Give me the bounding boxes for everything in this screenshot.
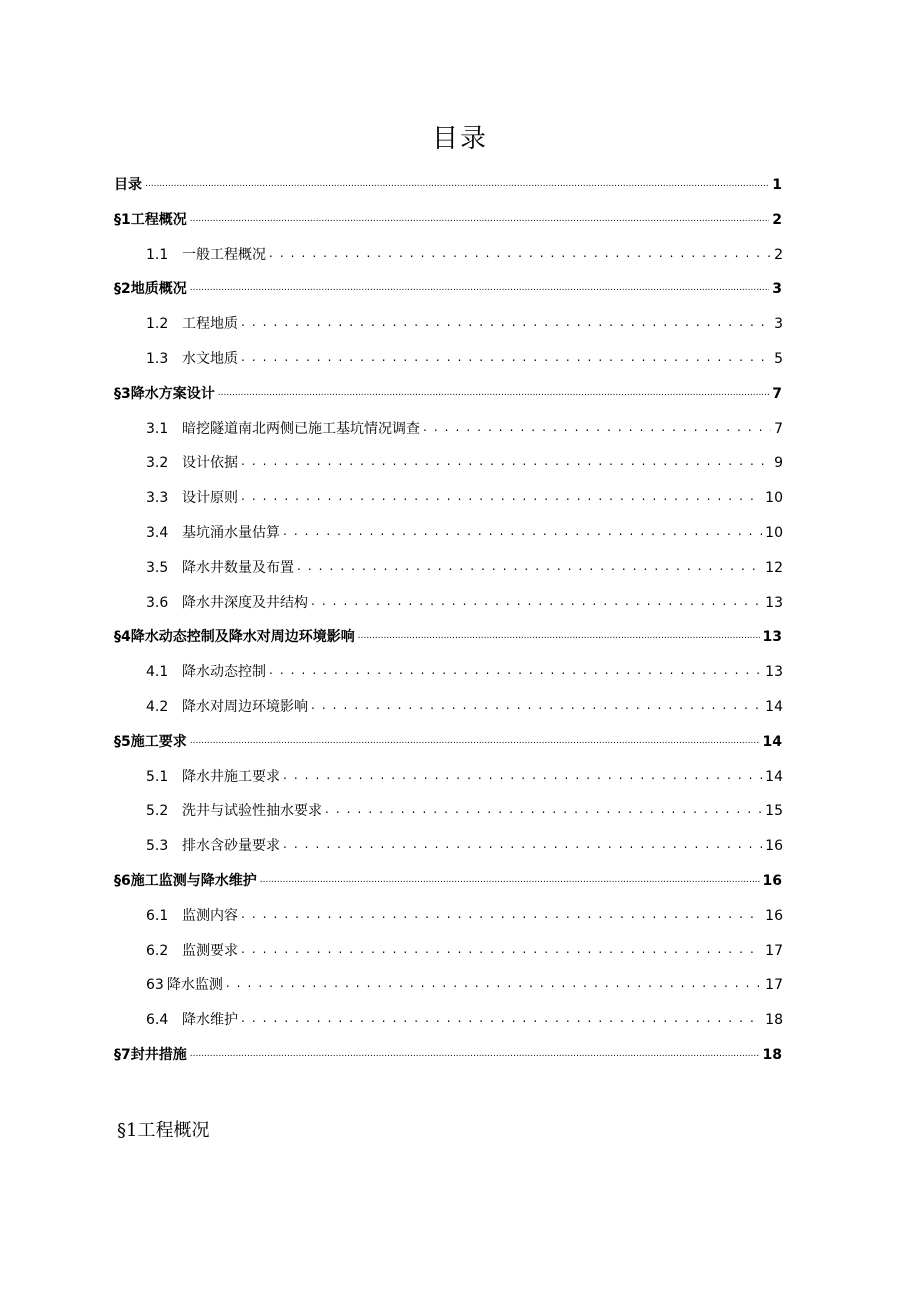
toc-entry-label: 洗井与试验性抽水要求 (182, 803, 322, 820)
toc-page-number: 14 (765, 699, 783, 715)
toc-entry-label: 监测要求 (182, 942, 238, 959)
toc-page-number: 7 (772, 385, 782, 402)
toc-entry-section[interactable] (146, 557, 783, 577)
toc-page-number: 2 (772, 211, 782, 228)
toc-entry-label: 降水井数量及布置 (182, 559, 294, 576)
toc-entry-number: 1.2 (146, 316, 169, 333)
toc-entry-number: 3.3 (146, 490, 169, 507)
toc-entry-label: §6施工监测与降水维护 (114, 873, 257, 889)
toc-page-number: 7 (774, 420, 783, 437)
toc-page-number: 13 (762, 629, 782, 646)
toc-entry-label: 降水井施工要求 (182, 768, 280, 785)
toc-entry-chapter[interactable] (114, 870, 782, 890)
toc-page-number: 15 (765, 803, 783, 820)
toc-entry-number: 1.1 (146, 246, 169, 263)
toc-entry-number: 3.6 (146, 594, 169, 611)
toc-entry-number: 6.2 (146, 942, 169, 959)
toc-dot-leader (145, 175, 769, 189)
toc-dot-leader (283, 523, 762, 537)
toc-entry-label: 目录 (114, 177, 142, 193)
toc-page-number: 13 (765, 664, 783, 681)
toc-entry-section[interactable] (146, 800, 783, 820)
toc-entry-label: 降水监测 (166, 977, 223, 994)
toc-entry-section[interactable] (146, 1009, 783, 1029)
toc-dot-leader (423, 419, 771, 433)
toc-entry-label: §2地质概况 (114, 281, 187, 298)
toc-entry-label: 降水井深度及井结构 (182, 594, 308, 611)
toc-entry-section[interactable] (146, 974, 783, 994)
toc-page-number: 17 (765, 977, 783, 994)
toc-entry-label: 一般工程概况 (182, 246, 266, 263)
toc-entry-section[interactable] (146, 244, 783, 264)
toc-dot-leader (269, 662, 762, 676)
toc-entry-label: §1工程概况 (114, 211, 187, 228)
toc-entry-label: 基坑涌水量估算 (182, 525, 280, 541)
toc-entry-number: 5.2 (146, 803, 169, 820)
toc-dot-leader (241, 453, 771, 467)
toc-entry-section[interactable] (146, 313, 783, 333)
toc-entry-section[interactable] (146, 522, 783, 542)
toc-entry-number: 3.2 (146, 455, 169, 472)
toc-entry-label: 设计原则 (182, 490, 238, 507)
toc-dot-leader (241, 488, 762, 502)
toc-entry-section[interactable] (146, 348, 783, 368)
toc-entry-section[interactable] (146, 661, 783, 681)
toc-dot-leader (269, 245, 771, 259)
toc-dot-leader (190, 732, 760, 746)
toc-dot-leader (241, 349, 771, 363)
toc-entry-label: 监测内容 (182, 907, 238, 924)
toc-page-number: 2 (774, 246, 783, 263)
toc-dot-leader (311, 593, 762, 607)
toc-entry-number: 4.1 (146, 664, 169, 681)
toc-dot-leader (283, 836, 762, 850)
toc-entry-label: 工程地质 (182, 316, 238, 333)
toc-entry-section[interactable] (146, 940, 783, 960)
toc-entry-number: 5.3 (146, 838, 169, 855)
toc-entry-chapter[interactable] (114, 278, 782, 298)
section-heading: §1工程概况 (117, 1120, 210, 1141)
toc-page-number: 10 (765, 490, 783, 507)
toc-dot-leader (190, 210, 770, 224)
toc-dot-leader (190, 1045, 760, 1059)
toc-dot-leader (218, 384, 770, 398)
toc-entry-number: 4.2 (146, 699, 169, 715)
toc-dot-leader (260, 871, 760, 885)
toc-entry-chapter[interactable] (114, 174, 782, 194)
toc-entry-section[interactable] (146, 592, 783, 612)
toc-entry-label: 降水维护 (182, 1012, 238, 1029)
toc-entry-section[interactable] (146, 487, 783, 507)
toc-page-number: 10 (765, 525, 783, 541)
toc-entry-section[interactable] (146, 452, 783, 472)
toc-entry-number: 3.4 (146, 525, 169, 541)
toc-entry-label: 水文地质 (182, 351, 238, 367)
toc-entry-label: 降水对周边环境影响 (182, 699, 308, 715)
toc-entry-label: 降水动态控制 (182, 664, 266, 681)
toc-entry-section[interactable] (146, 835, 783, 855)
toc-page-number: 16 (765, 838, 783, 855)
toc-dot-leader (190, 279, 770, 293)
toc-dot-leader (325, 801, 762, 815)
toc-page-number: 12 (765, 559, 783, 576)
toc-dot-leader (283, 767, 762, 781)
toc-entry-section[interactable] (146, 696, 783, 716)
toc-page-number: 18 (762, 1047, 782, 1063)
toc-entry-number: 3.1 (146, 420, 169, 437)
toc-entry-chapter[interactable] (114, 383, 782, 403)
toc-dot-leader (226, 975, 762, 989)
toc-entry-section[interactable] (146, 766, 783, 786)
toc-dot-leader (297, 558, 762, 572)
toc-entry-chapter[interactable] (114, 209, 782, 229)
toc-entry-number: 1.3 (146, 351, 169, 367)
toc-entry-section[interactable] (146, 905, 783, 925)
toc-entry-chapter[interactable] (114, 731, 782, 751)
toc-entry-label: §7封井措施 (114, 1047, 187, 1063)
toc-entry-label: 暗挖隧道南北两侧已施工基坑情况调查 (182, 420, 420, 437)
toc-entry-number: 63 (146, 977, 164, 994)
toc-page-number: 3 (774, 316, 783, 333)
toc-dot-leader (241, 1010, 762, 1024)
toc-dot-leader (241, 941, 762, 955)
toc-entry-chapter[interactable] (114, 626, 782, 646)
toc-page-number: 13 (765, 594, 783, 611)
page-title: 目录 (431, 124, 488, 154)
toc-entry-number: 6.1 (146, 907, 169, 924)
toc-entry-section[interactable] (146, 418, 783, 438)
toc-entry-label: §3降水方案设计 (114, 385, 215, 402)
toc-page-number: 5 (774, 351, 783, 367)
toc-entry-number: 6.4 (146, 1012, 169, 1029)
toc-page-number: 3 (772, 281, 782, 298)
toc-dot-leader (241, 906, 762, 920)
toc-page-number: 16 (765, 907, 783, 924)
toc-entry-number: 3.5 (146, 559, 169, 576)
toc-page-number: 1 (772, 177, 782, 193)
toc-entry-label: §5施工要求 (114, 733, 187, 750)
toc-page-number: 14 (762, 733, 782, 750)
toc-dot-leader (311, 697, 762, 711)
toc-page-number: 17 (765, 942, 783, 959)
toc-entry-chapter[interactable] (114, 1044, 782, 1064)
toc-dot-leader (358, 627, 760, 641)
toc-entry-label: 设计依据 (182, 455, 238, 472)
toc-entry-label: §4降水动态控制及降水对周边环境影响 (114, 629, 355, 646)
toc-page-number: 16 (762, 873, 782, 889)
toc-page-number: 14 (765, 768, 783, 785)
toc-entry-label: 排水含砂量要求 (182, 838, 280, 855)
toc-page-number: 9 (774, 455, 783, 472)
toc-entry-number: 5.1 (146, 768, 169, 785)
toc-page-number: 18 (765, 1012, 783, 1029)
toc-dot-leader (241, 314, 771, 328)
